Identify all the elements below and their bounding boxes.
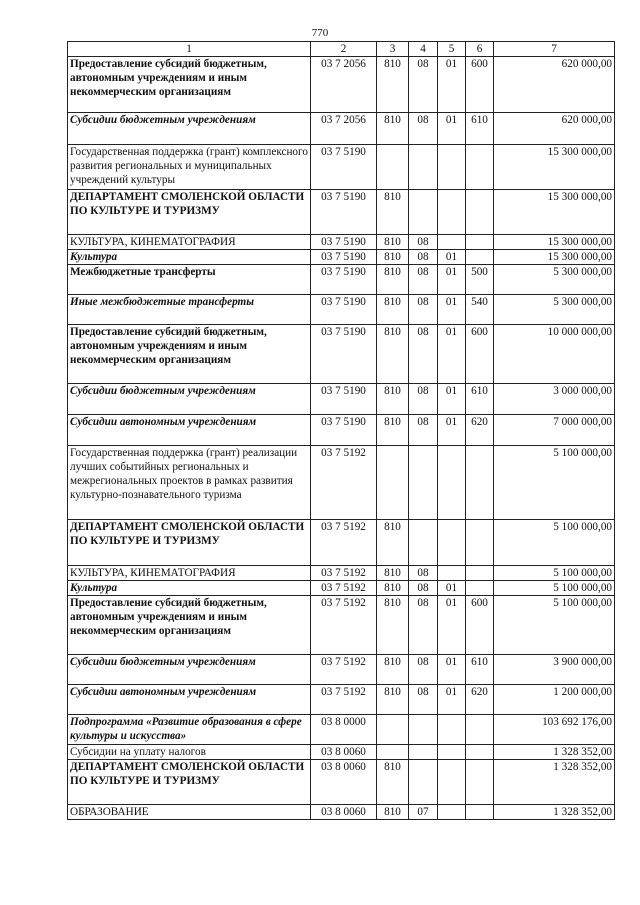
row-gr	[377, 715, 409, 745]
row-rz	[409, 190, 438, 235]
row-vr: 610	[466, 384, 494, 415]
row-vr: 600	[466, 325, 494, 384]
row-rz: 08	[409, 581, 438, 596]
table-row	[68, 566, 615, 581]
row-gr	[377, 446, 409, 520]
row-name: Субсидии бюджетным учреждениям	[68, 113, 311, 145]
row-rz: 08	[409, 57, 438, 113]
table-row	[68, 520, 615, 566]
row-name: Предоставление субсидий бюджетным, автономным учреждениям и иным некоммерческим организациям	[68, 325, 311, 384]
row-pr: 01	[438, 384, 466, 415]
row-name: КУЛЬТУРА, КИНЕМАТОГРАФИЯ	[68, 566, 311, 581]
row-sum: 5 100 000,00	[494, 596, 615, 655]
row-pr: 01	[438, 685, 466, 715]
column-header: 3	[377, 42, 409, 57]
row-vr: 600	[466, 57, 494, 113]
row-code: 03 7 2056	[311, 57, 377, 113]
row-pr: 01	[438, 415, 466, 446]
row-rz: 08	[409, 265, 438, 295]
row-pr	[438, 566, 466, 581]
table-row	[68, 145, 615, 190]
row-name: Субсидии автономным учреждениям	[68, 415, 311, 446]
row-rz	[409, 760, 438, 805]
row-code: 03 7 5190	[311, 384, 377, 415]
row-sum: 620 000,00	[494, 113, 615, 145]
row-code: 03 7 5192	[311, 520, 377, 566]
row-pr	[438, 446, 466, 520]
row-vr	[466, 805, 494, 820]
row-pr: 01	[438, 596, 466, 655]
row-gr: 810	[377, 566, 409, 581]
row-name: Предоставление субсидий бюджетным, автономным учреждениям и иным некоммерческим организациям	[68, 57, 311, 113]
table-row	[68, 596, 615, 655]
table-row	[68, 446, 615, 520]
row-name: Субсидии бюджетным учреждениям	[68, 384, 311, 415]
row-code: 03 8 0060	[311, 805, 377, 820]
row-code: 03 7 5190	[311, 145, 377, 190]
column-header: 1	[68, 42, 311, 57]
row-sum: 15 300 000,00	[494, 145, 615, 190]
row-pr	[438, 760, 466, 805]
row-pr	[438, 190, 466, 235]
page-number: 770	[311, 27, 329, 39]
row-sum: 5 100 000,00	[494, 520, 615, 566]
row-name: ОБРАЗОВАНИЕ	[68, 805, 311, 820]
row-vr: 600	[466, 596, 494, 655]
table-row	[68, 265, 615, 295]
row-name: Культура	[68, 250, 311, 265]
row-pr	[438, 235, 466, 250]
row-rz	[409, 520, 438, 566]
row-pr: 01	[438, 265, 466, 295]
row-gr: 810	[377, 325, 409, 384]
row-code: 03 7 5192	[311, 446, 377, 520]
row-rz: 08	[409, 250, 438, 265]
table-row	[68, 113, 615, 145]
table-row	[68, 805, 615, 820]
row-sum: 1 328 352,00	[494, 760, 615, 805]
row-rz: 08	[409, 566, 438, 581]
row-vr	[466, 145, 494, 190]
row-sum: 620 000,00	[494, 57, 615, 113]
row-gr: 810	[377, 520, 409, 566]
row-pr	[438, 715, 466, 745]
table-row	[68, 415, 615, 446]
row-code: 03 7 5192	[311, 655, 377, 685]
row-code: 03 8 0000	[311, 715, 377, 745]
row-vr	[466, 446, 494, 520]
table-row	[68, 655, 615, 685]
row-vr	[466, 520, 494, 566]
row-rz: 08	[409, 655, 438, 685]
row-sum: 7 000 000,00	[494, 415, 615, 446]
row-vr: 610	[466, 113, 494, 145]
table-row	[68, 295, 615, 325]
column-header: 7	[494, 42, 615, 57]
table-body	[68, 57, 615, 820]
row-sum: 5 300 000,00	[494, 265, 615, 295]
row-sum: 5 100 000,00	[494, 581, 615, 596]
row-pr: 01	[438, 655, 466, 685]
row-code: 03 7 2056	[311, 113, 377, 145]
row-pr: 01	[438, 57, 466, 113]
row-name: Государственная поддержка (грант) реализации лучших событийных региональных и межрегиональных проектов в рамках развития культурно-познавательного туризма	[68, 446, 311, 520]
row-rz: 08	[409, 415, 438, 446]
column-header: 5	[438, 42, 466, 57]
column-header: 2	[311, 42, 377, 57]
row-rz: 08	[409, 384, 438, 415]
row-rz: 08	[409, 685, 438, 715]
row-name: Иные межбюджетные трансферты	[68, 295, 311, 325]
row-pr: 01	[438, 581, 466, 596]
row-vr	[466, 581, 494, 596]
row-gr: 810	[377, 235, 409, 250]
row-vr	[466, 235, 494, 250]
row-sum: 3 000 000,00	[494, 384, 615, 415]
row-gr: 810	[377, 760, 409, 805]
row-rz: 08	[409, 596, 438, 655]
row-name: КУЛЬТУРА, КИНЕМАТОГРАФИЯ	[68, 235, 311, 250]
table-row	[68, 250, 615, 265]
row-code: 03 7 5190	[311, 235, 377, 250]
row-sum: 1 200 000,00	[494, 685, 615, 715]
row-gr	[377, 745, 409, 760]
row-pr	[438, 805, 466, 820]
row-name: Культура	[68, 581, 311, 596]
row-name: Государственная поддержка (грант) комплексного развития региональных и муниципальных учреждений культуры	[68, 145, 311, 190]
row-rz	[409, 715, 438, 745]
row-pr: 01	[438, 295, 466, 325]
row-pr	[438, 745, 466, 760]
row-vr	[466, 760, 494, 805]
row-vr	[466, 566, 494, 581]
row-vr: 500	[466, 265, 494, 295]
row-rz: 08	[409, 235, 438, 250]
row-code: 03 7 5190	[311, 190, 377, 235]
row-sum: 5 300 000,00	[494, 295, 615, 325]
row-code: 03 7 5190	[311, 415, 377, 446]
row-sum: 3 900 000,00	[494, 655, 615, 685]
row-sum: 5 100 000,00	[494, 566, 615, 581]
row-gr: 810	[377, 295, 409, 325]
row-code: 03 8 0060	[311, 745, 377, 760]
row-sum: 10 000 000,00	[494, 325, 615, 384]
row-sum: 5 100 000,00	[494, 446, 615, 520]
row-code: 03 7 5190	[311, 265, 377, 295]
row-rz	[409, 745, 438, 760]
row-code: 03 7 5192	[311, 566, 377, 581]
header-row	[68, 42, 615, 57]
row-gr: 810	[377, 113, 409, 145]
row-name: ДЕПАРТАМЕНТ СМОЛЕНСКОЙ ОБЛАСТИ ПО КУЛЬТУРЕ И ТУРИЗМУ	[68, 760, 311, 805]
row-sum: 15 300 000,00	[494, 250, 615, 265]
table-row	[68, 325, 615, 384]
table-row	[68, 685, 615, 715]
row-sum: 1 328 352,00	[494, 745, 615, 760]
row-gr: 810	[377, 190, 409, 235]
row-gr: 810	[377, 415, 409, 446]
row-name: Межбюджетные трансферты	[68, 265, 311, 295]
row-vr: 610	[466, 655, 494, 685]
row-rz: 08	[409, 295, 438, 325]
budget-table	[67, 41, 615, 820]
row-vr: 540	[466, 295, 494, 325]
row-gr: 810	[377, 57, 409, 113]
row-gr: 810	[377, 581, 409, 596]
column-header: 4	[409, 42, 438, 57]
row-code: 03 7 5190	[311, 325, 377, 384]
row-rz: 07	[409, 805, 438, 820]
row-vr: 620	[466, 415, 494, 446]
table-row	[68, 760, 615, 805]
row-name: ДЕПАРТАМЕНТ СМОЛЕНСКОЙ ОБЛАСТИ ПО КУЛЬТУРЕ И ТУРИЗМУ	[68, 190, 311, 235]
row-name: Подпрограмма «Развитие образования в сфере культуры и искусства»	[68, 715, 311, 745]
table-row	[68, 57, 615, 113]
row-code: 03 7 5192	[311, 685, 377, 715]
row-name: Предоставление субсидий бюджетным, автономным учреждениям и иным некоммерческим организациям	[68, 596, 311, 655]
row-vr	[466, 745, 494, 760]
row-pr	[438, 520, 466, 566]
row-vr	[466, 715, 494, 745]
table-row	[68, 745, 615, 760]
row-code: 03 7 5190	[311, 250, 377, 265]
row-pr: 01	[438, 113, 466, 145]
row-code: 03 7 5192	[311, 581, 377, 596]
row-code: 03 7 5190	[311, 295, 377, 325]
table-row	[68, 190, 615, 235]
row-sum: 1 328 352,00	[494, 805, 615, 820]
row-pr: 01	[438, 325, 466, 384]
row-name: Субсидии на уплату налогов	[68, 745, 311, 760]
row-gr	[377, 145, 409, 190]
row-code: 03 8 0060	[311, 760, 377, 805]
row-rz	[409, 145, 438, 190]
row-gr: 810	[377, 655, 409, 685]
row-pr: 01	[438, 250, 466, 265]
row-gr: 810	[377, 685, 409, 715]
table-row	[68, 715, 615, 745]
table-row	[68, 384, 615, 415]
row-sum: 15 300 000,00	[494, 235, 615, 250]
row-vr: 620	[466, 685, 494, 715]
row-sum: 103 692 176,00	[494, 715, 615, 745]
row-rz: 08	[409, 113, 438, 145]
row-rz: 08	[409, 325, 438, 384]
table-row	[68, 581, 615, 596]
row-gr: 810	[377, 265, 409, 295]
column-header: 6	[466, 42, 494, 57]
row-gr: 810	[377, 805, 409, 820]
table-row	[68, 235, 615, 250]
row-rz	[409, 446, 438, 520]
row-gr: 810	[377, 596, 409, 655]
row-vr	[466, 250, 494, 265]
row-pr	[438, 145, 466, 190]
row-name: Субсидии бюджетным учреждениям	[68, 655, 311, 685]
row-name: Субсидии автономным учреждениям	[68, 685, 311, 715]
row-gr: 810	[377, 250, 409, 265]
row-name: ДЕПАРТАМЕНТ СМОЛЕНСКОЙ ОБЛАСТИ ПО КУЛЬТУРЕ И ТУРИЗМУ	[68, 520, 311, 566]
row-code: 03 7 5192	[311, 596, 377, 655]
row-vr	[466, 190, 494, 235]
row-gr: 810	[377, 384, 409, 415]
row-sum: 15 300 000,00	[494, 190, 615, 235]
